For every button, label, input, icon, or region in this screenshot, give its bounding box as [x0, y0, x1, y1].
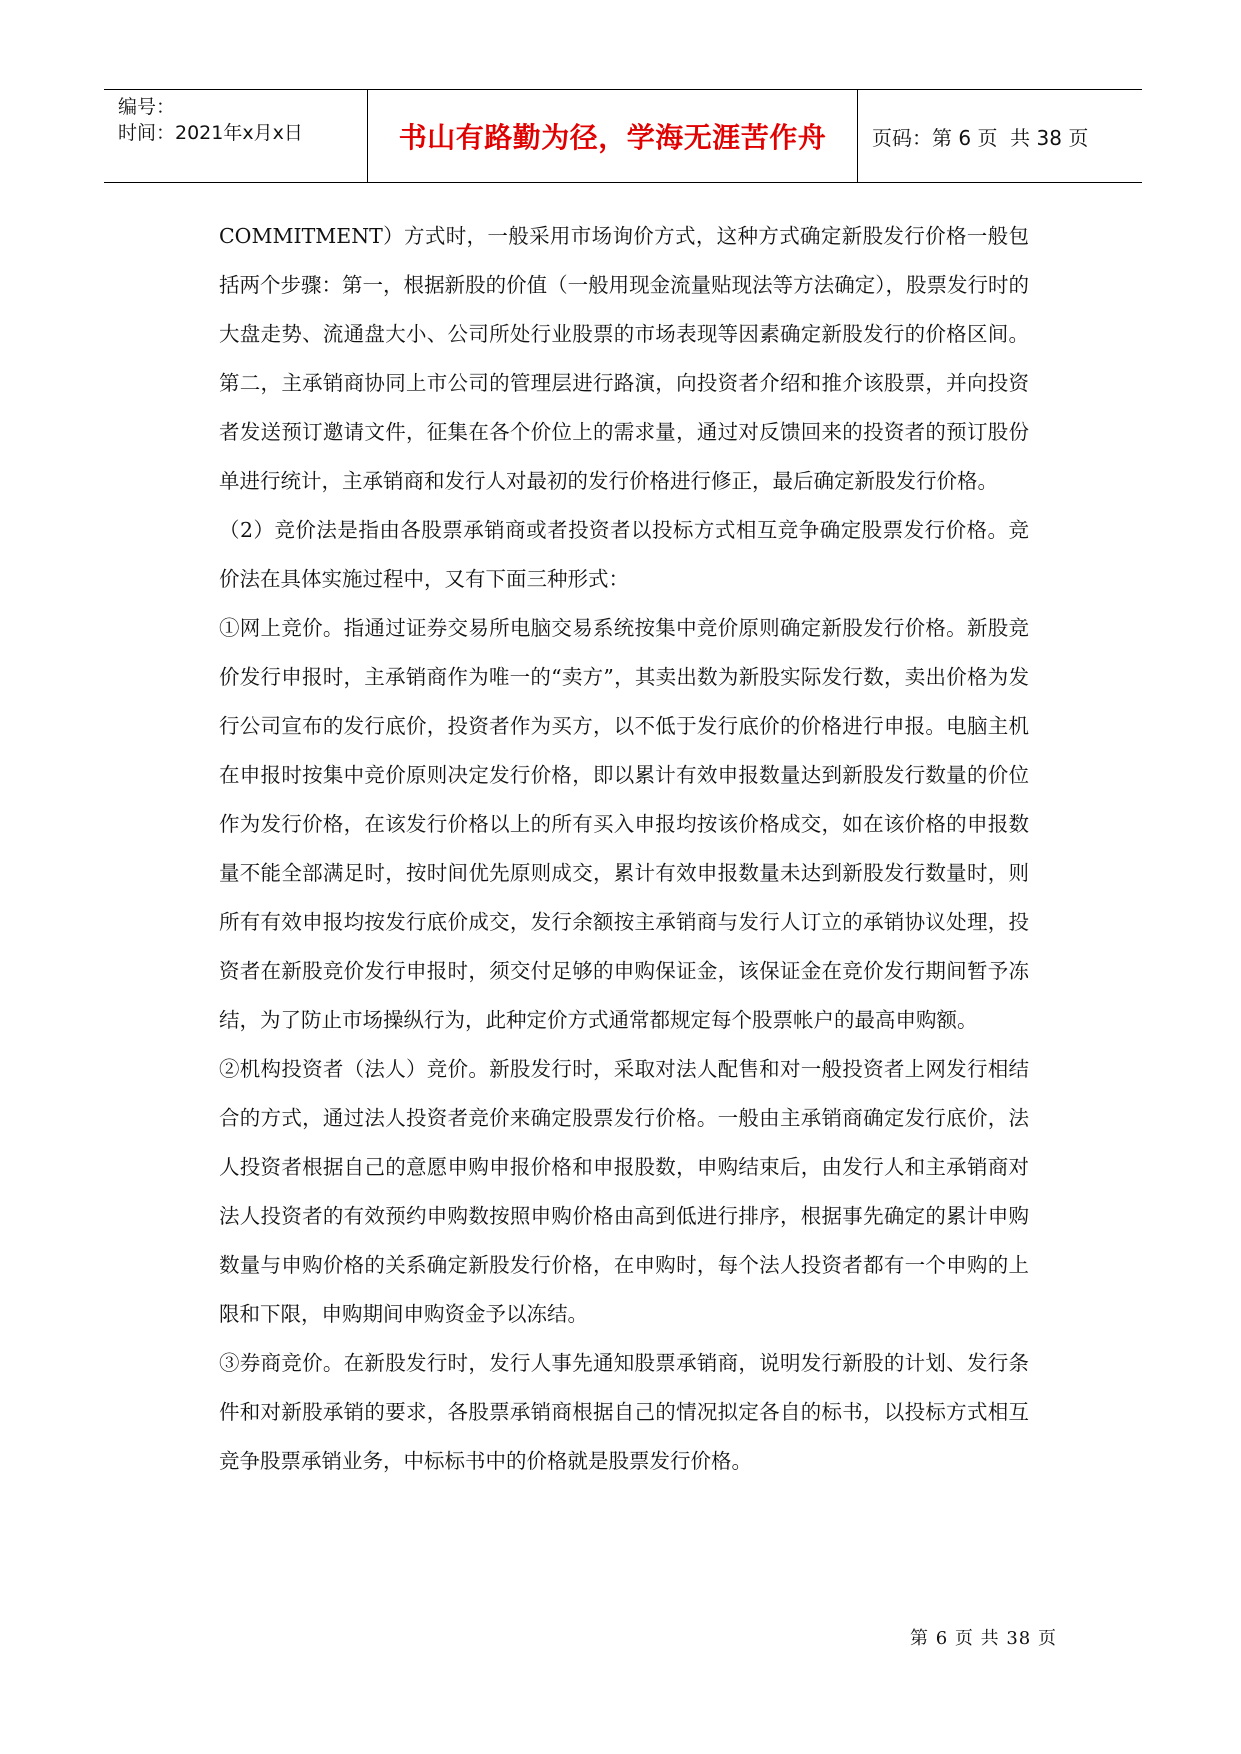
- paragraph-bidding-method: （2）竞价法是指由各股票承销商或者投资者以投标方式相互竞争确定股票发行价格。竞价法在具体实施过程中，又有下面三种形式：: [219, 518, 1029, 591]
- document-body: [219, 212, 1029, 1486]
- header-motto-cell: [368, 90, 858, 182]
- page-footer: 第 6 页 共 38 页: [910, 1628, 1057, 1649]
- header-page-cell: [858, 90, 1142, 182]
- paragraph-broker-bidding: ③券商竞价。在新股发行时，发行人事先通知股票承销商，说明发行新股的计划、发行条件和对新股承销的要求，各股票承销商根据自己的情况拟定各自的标书，以投标方式相互竞争股票承销业务，中标标书中的价格就是股票发行价格。: [219, 1351, 1029, 1473]
- motto-text: 书山有路勤为径，学海无涯苦作舟: [398, 121, 827, 154]
- page-header: [104, 89, 1142, 183]
- paragraph-commitment: COMMITMENT）方式时，一般采用市场询价方式，这种方式确定新股发行价格一般包括两个步骤：第一，根据新股的价值（一般用现金流量贴现法等方法确定），股票发行时的大盘走势、流通盘大小、公司所处行业股票的市场表现等因素确定新股发行的价格区间。第二，主承销商协同上市公司的管理层进行路演，向投资者介绍和推介该股票，并向投资者发送预订邀请文件，征集在各个价位上的需求量，通过对反馈回来的投资者的预订股份单进行统计，主承销商和发行人对最初的发行价格进行修正，最后确定新股发行价格。: [219, 224, 1029, 493]
- paragraph-online-bidding: ①网上竞价。指通过证券交易所电脑交易系统按集中竞价原则确定新股发行价格。新股竞价发行申报时，主承销商作为唯一的“卖方”，其卖出数为新股实际发行数，卖出价格为发行公司宣布的发行底价，投资者作为买方，以不低于发行底价的价格进行申报。电脑主机在申报时按集中竞价原则决定发行价格，即以累计有效申报数量达到新股发行数量的价位作为发行价格，在该发行价格以上的所有买入申报均按该价格成交，如在该价格的申报数量不能全部满足时，按时间优先原则成交，累计有效申报数量未达到新股发行数量时，则所有有效申报均按发行底价成交，发行余额按主承销商与发行人订立的承销协议处理，投资者在新股竞价发行申报时，须交付足够的申购保证金，该保证金在竞价发行期间暂予冻结，为了防止市场操纵行为，此种定价方式通常都规定每个股票帐户的最高申购额。: [219, 616, 1029, 1032]
- header-left-cell: [104, 90, 368, 182]
- number-label: 编号：: [118, 96, 176, 118]
- page-code: 页码：第 6 页 共 38 页: [872, 125, 1089, 150]
- time-label: 时间：2021年x月x日: [118, 122, 303, 144]
- paragraph-institutional-bidding: ②机构投资者（法人）竞价。新股发行时，采取对法人配售和对一般投资者上网发行相结合的方式，通过法人投资者竞价来确定股票发行价格。一般由主承销商确定发行底价，法人投资者根据自己的意愿申购申报价格和申报股数，申购结束后，由发行人和主承销商对法人投资者的有效预约申购数按照申购价格由高到低进行排序，根据事先确定的累计申购数量与申购价格的关系确定新股发行价格，在申购时，每个法人投资者都有一个申购的上限和下限，申购期间申购资金予以冻结。: [219, 1057, 1029, 1326]
